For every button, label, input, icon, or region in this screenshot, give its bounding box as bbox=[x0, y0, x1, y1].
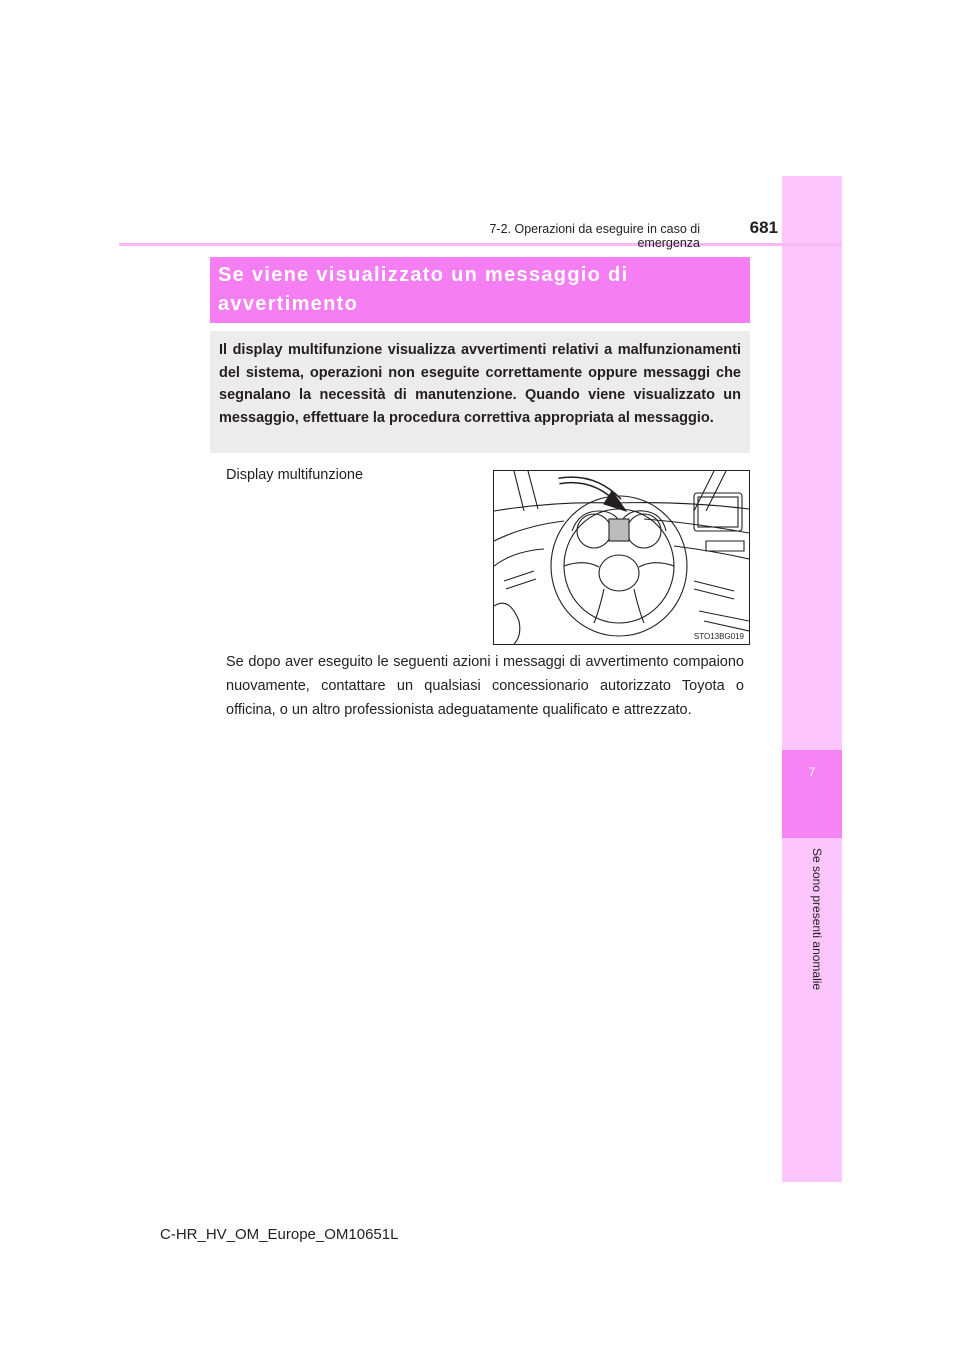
figure-code: STO13BG019 bbox=[693, 632, 744, 641]
dashboard-drawing bbox=[494, 471, 749, 644]
section-heading-line1: Se viene visualizzato un messaggio di bbox=[218, 264, 629, 286]
section-heading-box bbox=[210, 257, 750, 323]
section-heading-line2: avvertimento bbox=[218, 293, 359, 315]
document-id: C-HR_HV_OM_Europe_OM10651L bbox=[160, 1226, 399, 1243]
body-paragraph: Se dopo aver eseguito le seguenti azioni i messaggi di avvertimento compaiono nuovamente, contattare un qualsiasi concessionario autorizzato Toyota o officina, o un altro professionista adeguatamente qualificato e attrezzato. bbox=[226, 654, 744, 718]
intro-text: Il display multifunzione visualizza avvertimenti relativi a malfunzionamenti del sistema, operazioni non eseguite correttamente oppure messaggi che segnalano la necessità di manutenzione. Quando viene visualizzato un messaggio, effettuare la procedura correttiva appropriata al messaggio. bbox=[219, 342, 741, 426]
chapter-label: Se sono presenti anomalie bbox=[810, 848, 824, 991]
chapter-tab-active[interactable] bbox=[782, 750, 842, 838]
section-title: 7-2. Operazioni da eseguire in caso di emergenza bbox=[489, 222, 700, 250]
figure-caption: Display multifunzione bbox=[226, 467, 364, 483]
dashboard-illustration bbox=[493, 470, 750, 645]
intro-box bbox=[210, 331, 750, 453]
chapter-number: 7 bbox=[808, 765, 816, 779]
section-heading bbox=[218, 261, 740, 319]
page-number: 681 bbox=[749, 218, 778, 237]
